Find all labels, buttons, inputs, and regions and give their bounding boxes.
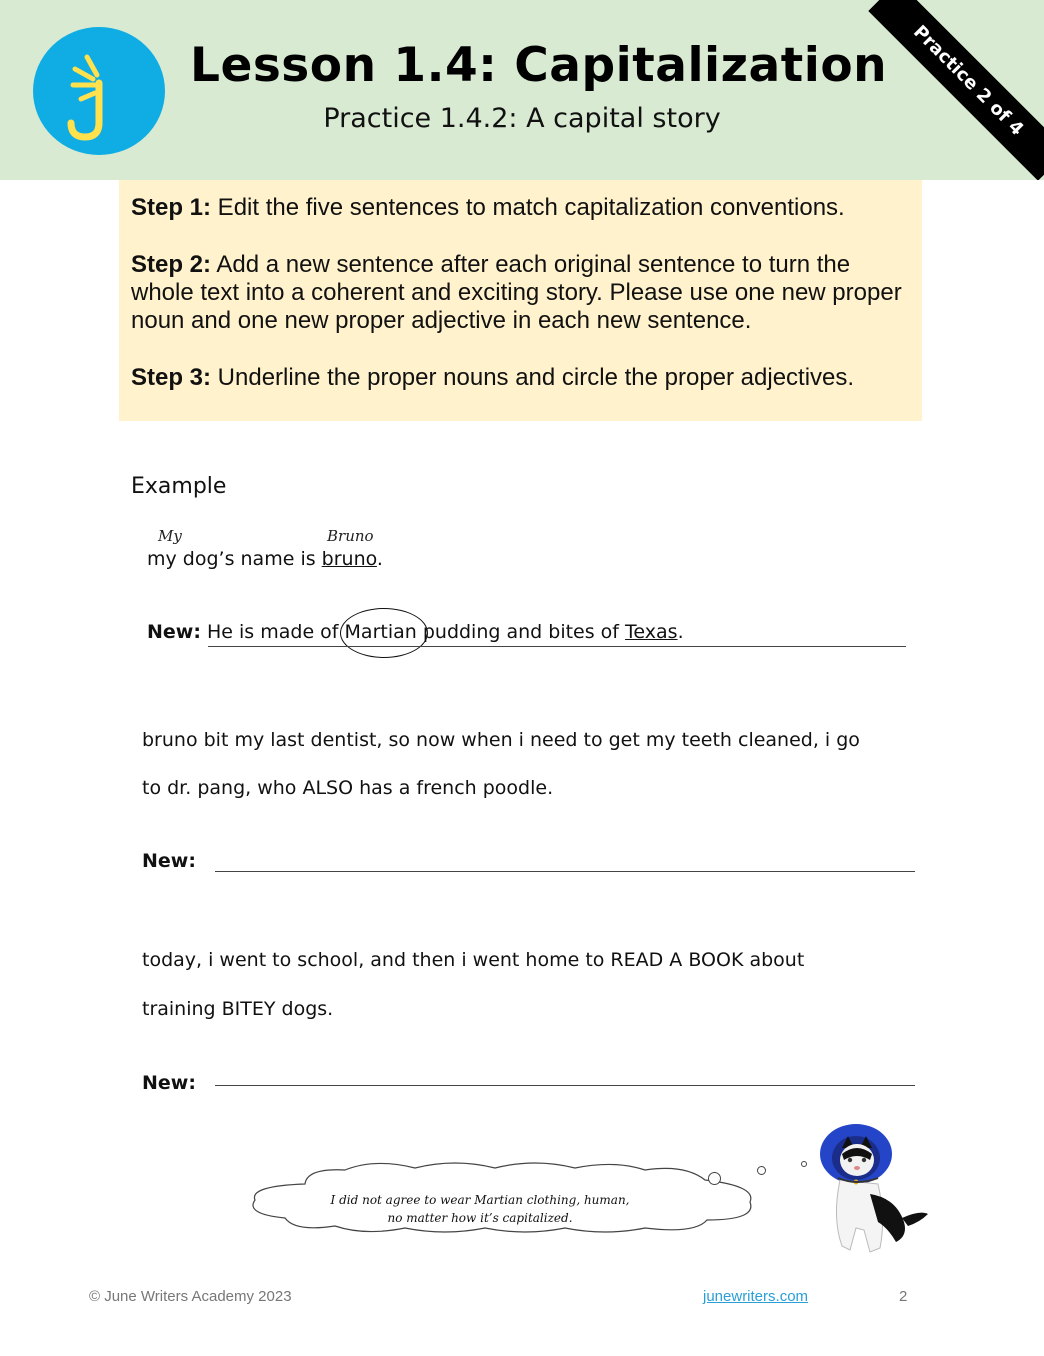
example-heading: Example bbox=[131, 474, 227, 499]
page-number: 2 bbox=[899, 1288, 908, 1305]
logo-mark bbox=[33, 27, 165, 155]
example-proper-adjective: Martian bbox=[344, 621, 417, 643]
example-answer-line bbox=[208, 646, 906, 647]
example-new-middle: pudding and bites of bbox=[416, 621, 626, 643]
handwritten-correction-my: My bbox=[158, 527, 182, 545]
adjective-circle-mark bbox=[340, 608, 428, 658]
footer-copyright: © June Writers Academy 2023 bbox=[89, 1288, 292, 1305]
step-1-label: Step 1: bbox=[131, 194, 212, 221]
example-proper-noun: bruno bbox=[321, 548, 377, 570]
sentence-1-line-1: bruno bit my last dentist, so now when i need to get my teeth cleaned, i go bbox=[142, 729, 860, 751]
example-new-end: . bbox=[677, 621, 684, 643]
step-2 bbox=[131, 251, 910, 335]
thought-bubble-dot-large bbox=[708, 1172, 721, 1185]
practice-ribbon: Practice 2 of 4 bbox=[868, 0, 1044, 180]
example-sentence-end: . bbox=[376, 548, 383, 570]
example-new-proper-noun: Texas bbox=[625, 621, 678, 643]
example-new-start: He is made of bbox=[200, 621, 345, 643]
step-1 bbox=[131, 194, 910, 222]
step-2-text: Add a new sentence after each original sentence to turn the whole text into a coherent and exciting story. Please use one new proper noun and one new proper adjective in each new sentence. bbox=[131, 251, 902, 334]
sentence-2-new-label: New: bbox=[142, 1072, 196, 1094]
june-writers-logo-icon bbox=[33, 27, 165, 155]
cat-with-cone-image bbox=[812, 1118, 930, 1260]
sentence-1-answer-line[interactable] bbox=[215, 871, 915, 872]
instructions-box bbox=[119, 180, 922, 421]
step-3 bbox=[131, 364, 910, 392]
step-1-text: Edit the five sentences to match capitalization conventions. bbox=[211, 194, 845, 221]
example-new-label: New: bbox=[147, 621, 201, 643]
page-title: Lesson 1.4: Capitalization bbox=[190, 38, 888, 93]
example-sentence bbox=[147, 548, 383, 570]
handwritten-correction-bruno: Bruno bbox=[327, 527, 374, 545]
sentence-1-new-label: New: bbox=[142, 850, 196, 872]
sentence-2-line-1: today, i went to school, and then i went home to READ A BOOK about bbox=[142, 949, 805, 971]
sentence-1-line-2: to dr. pang, who ALSO has a french poodle. bbox=[142, 777, 554, 799]
thought-cloud-text: I did not agree to wear Martian clothing, human, no matter how it’s capitalized. bbox=[330, 1193, 630, 1225]
step-3-label: Step 3: bbox=[131, 364, 212, 391]
sentence-2-answer-line[interactable] bbox=[215, 1085, 915, 1086]
step-3-text: Underline the proper nouns and circle the proper adjectives. bbox=[211, 364, 855, 391]
footer-website-link[interactable]: junewriters.com bbox=[703, 1288, 809, 1305]
header-banner bbox=[0, 0, 1044, 180]
thought-bubble-dot-small bbox=[801, 1161, 807, 1167]
page-subtitle: Practice 1.4.2: A capital story bbox=[323, 103, 721, 134]
sentence-2-line-2: training BITEY dogs. bbox=[142, 998, 334, 1020]
thought-bubble-dot-medium bbox=[757, 1166, 766, 1175]
step-2-label: Step 2: bbox=[131, 251, 212, 278]
example-sentence-start: my dog’s name is bbox=[147, 548, 322, 570]
